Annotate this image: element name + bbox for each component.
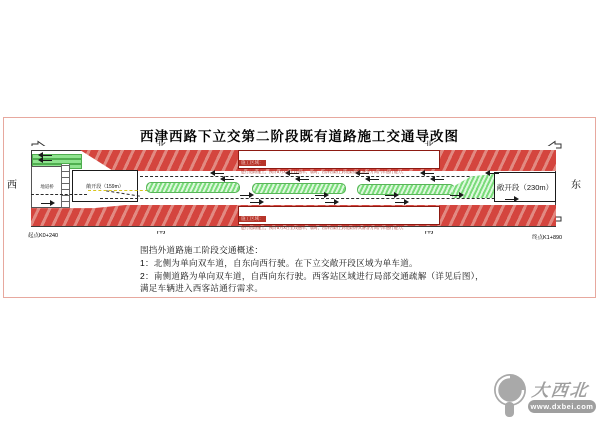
chainage-end: 终点K1+890 <box>532 235 563 241</box>
lane-arrow-west-icon <box>43 160 52 161</box>
lane-arrow-east-icon <box>315 195 324 196</box>
bridge-joint-symbol <box>61 164 70 208</box>
construction-note-body: 进行道路施工，预计8月X日全线通车，届时，西津西路上跨道路将具备各方向汽车通行能力。 <box>241 169 406 174</box>
watermark-url: www.dxbei.com <box>528 400 596 413</box>
yellow-center-line <box>88 190 148 191</box>
description-line: 满足车辆进入西客站通行需求。 <box>140 283 264 293</box>
chainage-start: 起点K0+240 <box>28 233 59 239</box>
description-line: 1：北侧为单向双车道，自东向西行驶。在下立交敞开段区域为单车道。 <box>140 258 418 268</box>
lane-divider-left <box>31 194 87 195</box>
lane-arrow-west-icon <box>435 179 444 180</box>
lane-arrow-west-icon <box>225 179 234 180</box>
median-island <box>252 183 346 194</box>
lane-arrow-east-icon <box>395 202 404 203</box>
road-plan <box>31 146 556 231</box>
lane-arrow-east-icon <box>450 195 459 196</box>
lane-arrow-west-icon <box>215 173 224 174</box>
compass-east: 东 <box>571 180 581 191</box>
lane-arrow-east-icon <box>505 199 514 200</box>
page-title: 西津西路下立交第二阶段既有道路施工交通导改图 <box>140 129 459 144</box>
description-line: 2：南侧道路为单向双车道，自西向东行驶。西客站区域进行局部交通疏解（详见后图）， <box>140 271 484 281</box>
construction-note-north <box>238 150 440 174</box>
lane-arrow-west-icon <box>43 155 52 156</box>
lane-arrow-east-icon <box>250 202 259 203</box>
description-heading: 围挡外道路施工阶段交通概述： <box>140 245 264 255</box>
lane-divider-south <box>100 198 545 199</box>
lane-arrow-west-icon <box>300 179 309 180</box>
west-structure-box <box>31 166 63 208</box>
lane-arrow-west-icon <box>490 173 499 174</box>
open-section-east-box <box>494 172 556 202</box>
construction-note-body: 进行道路施工，预计8月X日全线通车，届时，西津西路上跨道路将具备各方向汽车通行能力。 <box>241 225 406 230</box>
construction-note-title: 施工区域： <box>241 216 264 221</box>
elephant-logo-icon <box>490 370 530 420</box>
lane-arrow-east-icon <box>385 195 394 196</box>
lane-arrow-west-icon <box>370 179 379 180</box>
construction-note-title: 施工区域： <box>241 160 264 165</box>
site-watermark <box>488 368 598 422</box>
open-section-west-label: 敞开段（159m） <box>86 183 124 190</box>
lane-arrow-east-icon <box>325 202 334 203</box>
compass-west: 西 <box>7 180 17 191</box>
lane-arrow-east-icon <box>41 203 50 204</box>
construction-note-south <box>238 206 440 230</box>
west-structure-label: 地道桥 <box>40 184 54 189</box>
watermark-name: 大西北 <box>530 381 590 400</box>
lane-arrow-east-icon <box>240 195 249 196</box>
median-island <box>146 182 240 193</box>
drawing-sheet <box>3 117 596 298</box>
open-section-east-label: 敞开段（230m） <box>496 182 554 192</box>
median-island <box>357 184 455 195</box>
